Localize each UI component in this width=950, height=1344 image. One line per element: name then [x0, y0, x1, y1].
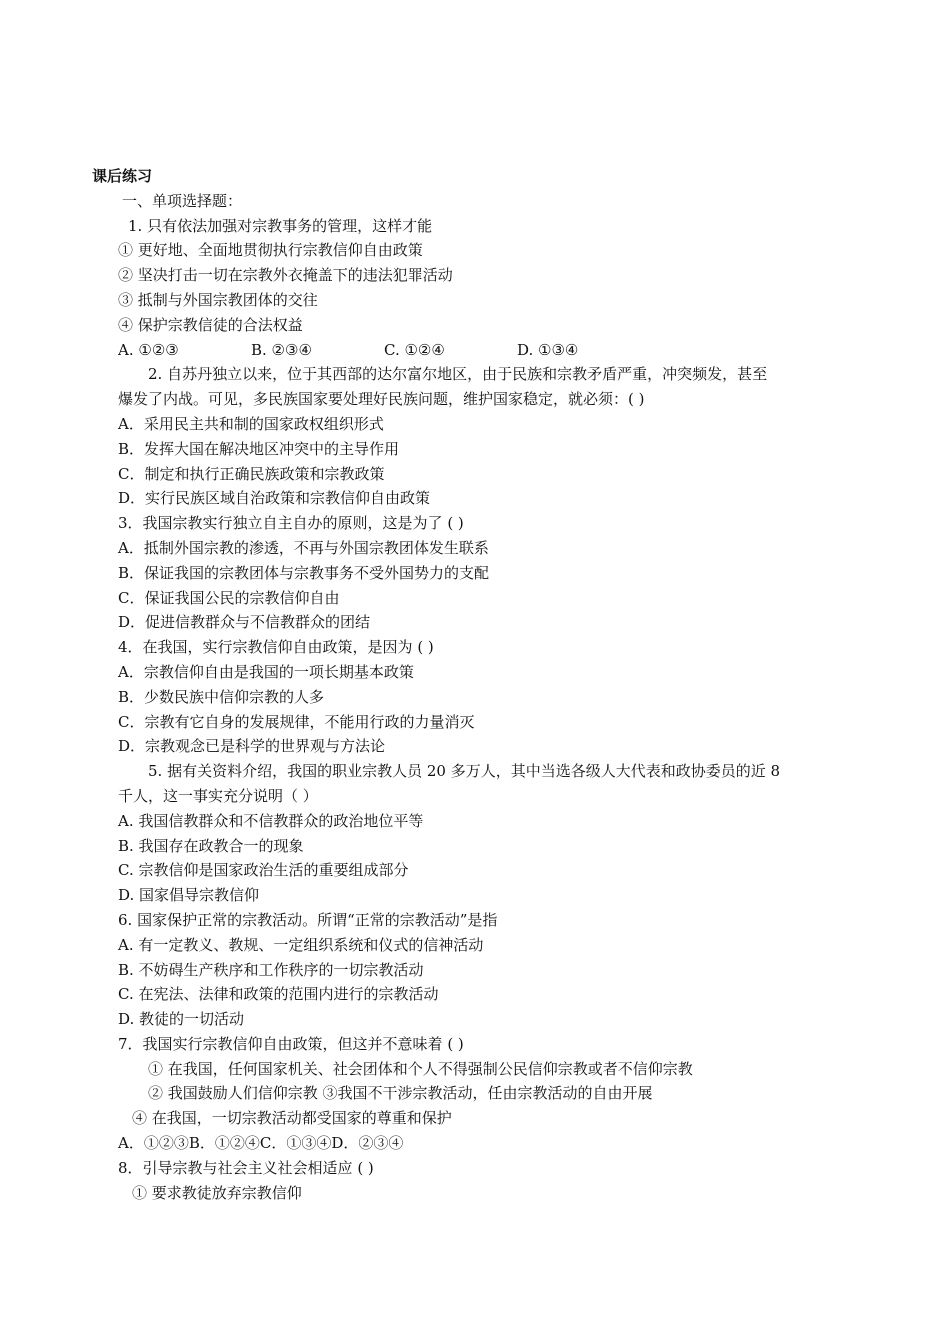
question-6-option-b: B. 不妨碍生产秩序和工作秩序的一切宗教活动	[118, 960, 424, 979]
question-1-options	[118, 338, 872, 363]
question-2-stem-line1: 2. 自苏丹独立以来，位于其西部的达尔富尔地区，由于民族和宗教矛盾严重，冲突频发，甚至	[148, 365, 768, 384]
option-d: D．②③④	[331, 1134, 404, 1153]
question-1-item: ③ 抵制与外国宗教团体的交往	[118, 290, 318, 309]
question-3-stem: 3．我国宗教实行独立自主自办的原则，这是为了 ( )	[118, 514, 464, 533]
question-7-stem: 7．我国实行宗教信仰自由政策，但这并不意味着 ( )	[118, 1034, 464, 1053]
question-3-option-c: C．保证我国公民的宗教信仰自由	[118, 588, 340, 607]
question-1-item: ① 更好地、全面地贯彻执行宗教信仰自由政策	[118, 241, 423, 260]
question-2-option-d: D．实行民族区域自治政策和宗教信仰自由政策	[118, 489, 431, 508]
section-heading: 一、单项选择题：	[122, 191, 243, 210]
question-5-option-b: B. 我国存在政教合一的现象	[118, 836, 304, 855]
question-3-option-d: D．促进信教群众与不信教群众的团结	[118, 613, 371, 632]
option-d: D. ①③④	[517, 340, 579, 359]
question-6-option-d: D. 教徒的一切活动	[118, 1010, 245, 1029]
option-c: C．①③④	[259, 1134, 332, 1153]
question-4-option-a: A．宗教信仰自由是我国的一项长期基本政策	[118, 662, 414, 681]
question-5-option-d: D. 国家倡导宗教信仰	[118, 886, 260, 905]
option-a: A．①②③	[118, 1134, 189, 1153]
option-c: C. ①②④	[384, 340, 445, 359]
question-2-option-c: C．制定和执行正确民族政策和宗教政策	[118, 464, 385, 483]
question-5-option-a: A. 我国信教群众和不信教群众的政治地位平等	[118, 811, 424, 830]
question-3-option-b: B．保证我国的宗教团体与宗教事务不受外国势力的支配	[118, 563, 490, 582]
question-2-stem-line2: 爆发了内战。可见，多民族国家要处理好民族问题，维护国家稳定，就必须：( )	[118, 390, 645, 409]
option-b: B. ②③④	[251, 340, 312, 359]
question-7-options	[118, 1131, 872, 1156]
question-8-item: ① 要求教徒放弃宗教信仰	[132, 1183, 302, 1202]
question-5-stem-line2: 千人，这一事实充分说明（ ）	[118, 786, 318, 805]
question-1-stem: 1. 只有依法加强对宗教事务的管理，这样才能	[128, 216, 433, 235]
question-4-option-c: C．宗教有它自身的发展规律，不能用行政的力量消灭	[118, 712, 475, 731]
question-7-item: ② 我国鼓励人们信仰宗教 ③我国不干涉宗教活动，任由宗教活动的自由开展	[148, 1084, 653, 1103]
question-2-option-a: A．采用民主共和制的国家政权组织形式	[118, 414, 384, 433]
exercise-content	[92, 164, 872, 1205]
question-5-stem-line1: 5. 据有关资料介绍，我国的职业宗教人员 20 多万人，其中当选各级人大代表和政协委员的近 8	[148, 762, 781, 781]
option-b: B．①②④	[188, 1134, 260, 1153]
option-a: A. ①②③	[118, 340, 179, 359]
question-6-stem: 6. 国家保护正常的宗教活动。所谓“正常的宗教活动”是指	[118, 910, 498, 929]
question-2-option-b: B．发挥大国在解决地区冲突中的主导作用	[118, 439, 400, 458]
question-6-option-c: C. 在宪法、法律和政策的范围内进行的宗教活动	[118, 985, 439, 1004]
question-4-option-b: B．少数民族中信仰宗教的人多	[118, 687, 325, 706]
question-4-stem: 4．在我国，实行宗教信仰自由政策，是因为 ( )	[118, 638, 434, 657]
question-1-item: ④ 保护宗教信徒的合法权益	[118, 315, 303, 334]
page-title: 课后练习	[92, 167, 153, 185]
question-7-item: ① 在我国，任何国家机关、社会团体和个人不得强制公民信仰宗教或者不信仰宗教	[148, 1059, 693, 1078]
question-6-option-a: A. 有一定教义、教规、一定组织系统和仪式的信神活动	[118, 935, 484, 954]
question-3-option-a: A．抵制外国宗教的渗透，不再与外国宗教团体发生联系	[118, 538, 489, 557]
question-7-item: ④ 在我国，一切宗教活动都受国家的尊重和保护	[132, 1109, 452, 1128]
question-1-item: ② 坚决打击一切在宗教外衣掩盖下的违法犯罪活动	[118, 266, 453, 285]
question-4-option-d: D．宗教观念已是科学的世界观与方法论	[118, 737, 386, 756]
question-8-stem: 8．引导宗教与社会主义社会相适应 ( )	[118, 1158, 374, 1177]
question-5-option-c: C. 宗教信仰是国家政治生活的重要组成部分	[118, 861, 409, 880]
